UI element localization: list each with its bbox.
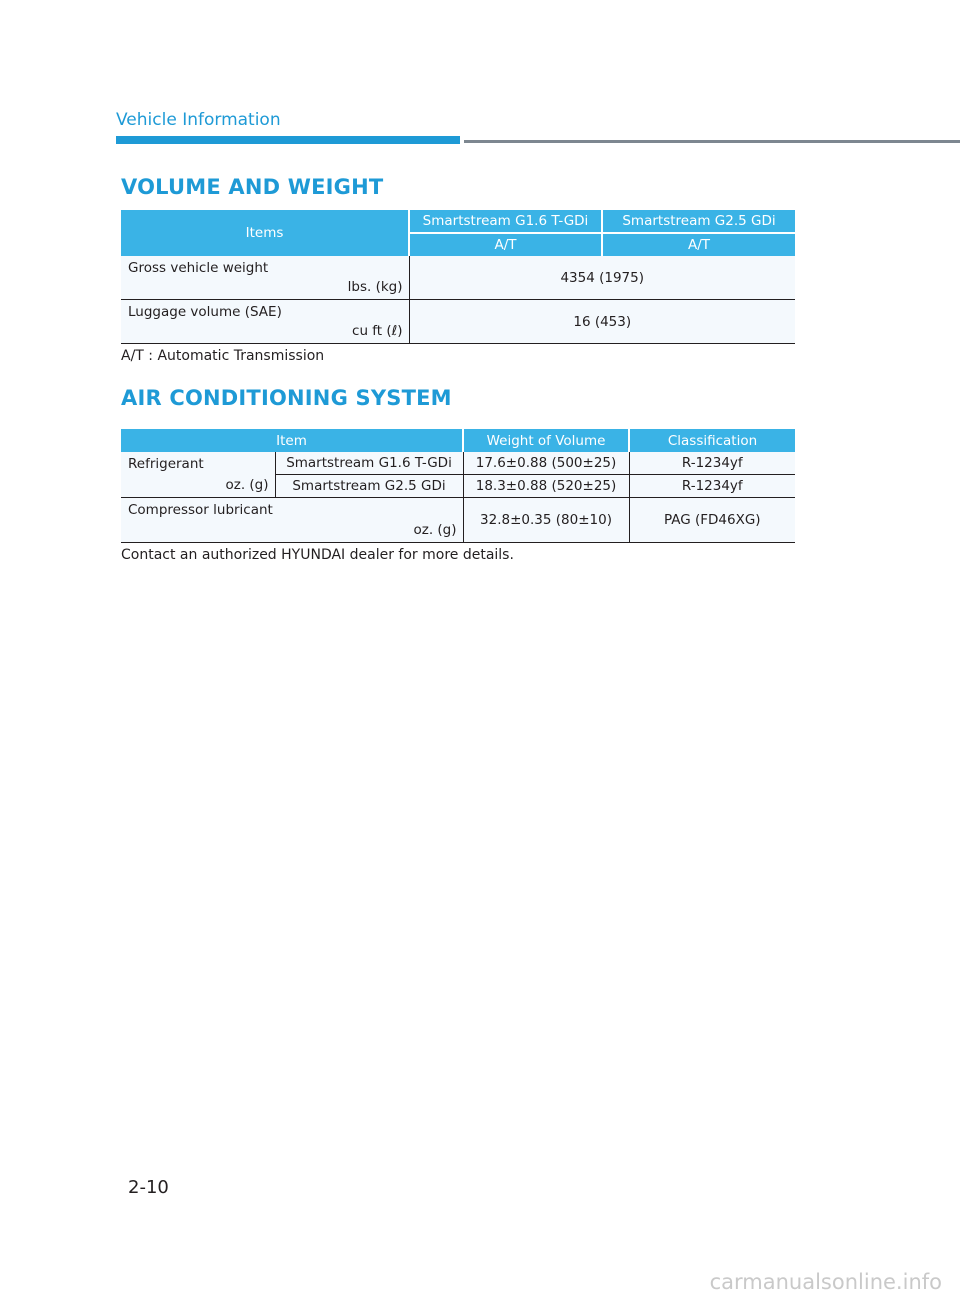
refrigerant-label: Refrigerant	[128, 456, 204, 472]
compressor-unit: oz. (g)	[413, 522, 457, 538]
header-g25: Smartstream G2.5 GDi	[602, 210, 795, 233]
weight-cell: 18.3±0.88 (520±25)	[463, 475, 629, 498]
air-conditioning-title: AIR CONDITIONING SYSTEM	[121, 386, 452, 410]
row-label: Gross vehicle weight	[128, 260, 269, 276]
volume-weight-title: VOLUME AND WEIGHT	[121, 175, 384, 199]
table-header-row	[121, 429, 795, 452]
row-value: 16 (453)	[409, 300, 795, 344]
classification-cell: PAG (FD46XG)	[629, 498, 795, 543]
header-weight: Weight of Volume	[463, 429, 629, 452]
header-bar-accent	[116, 136, 460, 144]
compressor-label: Compressor lubricant	[128, 502, 273, 518]
table-row	[121, 452, 795, 475]
compressor-label-cell	[121, 498, 463, 543]
page-number: 2-10	[128, 1177, 169, 1198]
header-bar-divider	[464, 140, 960, 143]
refrigerant-label-cell	[121, 452, 275, 498]
air-conditioning-table	[121, 429, 795, 543]
engine-cell: Smartstream G2.5 GDi	[275, 475, 463, 498]
engine-cell: Smartstream G1.6 T-GDi	[275, 452, 463, 475]
row-unit: lbs. (kg)	[347, 279, 403, 295]
table-row	[121, 256, 795, 300]
watermark: carmanualsonline.info	[709, 1270, 942, 1294]
table-row	[121, 498, 795, 543]
header-g16: Smartstream G1.6 T-GDi	[409, 210, 602, 233]
volume-weight-table	[121, 210, 795, 344]
refrigerant-unit: oz. (g)	[225, 477, 269, 493]
row-label: Luggage volume (SAE)	[128, 304, 282, 320]
subheader-g16: A/T	[409, 233, 602, 256]
classification-cell: R-1234yf	[629, 475, 795, 498]
row-label-cell	[121, 256, 409, 300]
dealer-note: Contact an authorized HYUNDAI dealer for more details.	[121, 547, 514, 563]
weight-cell: 32.8±0.35 (80±10)	[463, 498, 629, 543]
header-item: Item	[121, 429, 463, 452]
row-value: 4354 (1975)	[409, 256, 795, 300]
section-header: Vehicle Information	[116, 110, 281, 130]
header-classification: Classification	[629, 429, 795, 452]
classification-cell: R-1234yf	[629, 452, 795, 475]
row-label-cell	[121, 300, 409, 344]
table-header-row	[121, 210, 795, 233]
header-items: Items	[121, 210, 409, 256]
transmission-note: A/T : Automatic Transmission	[121, 348, 325, 364]
table-row	[121, 300, 795, 344]
row-unit: cu ft (ℓ)	[352, 323, 403, 339]
weight-cell: 17.6±0.88 (500±25)	[463, 452, 629, 475]
subheader-g25: A/T	[602, 233, 795, 256]
